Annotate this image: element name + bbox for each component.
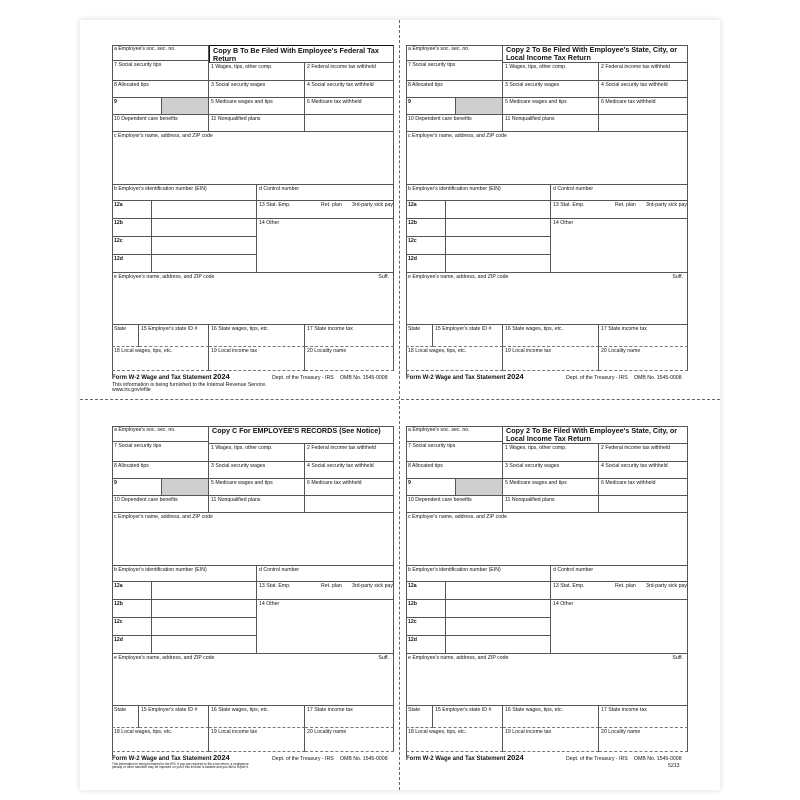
- box-12b-amount[interactable]: [446, 600, 551, 618]
- sick-pay-label: 3rd-party sick pay: [646, 202, 687, 208]
- box-a-ssn[interactable]: a Employee's soc. sec. no.: [112, 426, 209, 442]
- box-12c-amount[interactable]: [446, 237, 551, 255]
- box-c-employer-name[interactable]: c Employer's name, address, and ZIP code: [406, 132, 688, 185]
- box-d-control-number[interactable]: d Control number: [551, 185, 688, 201]
- box-18-local-wages[interactable]: 18 Local wages, tips, etc.: [406, 347, 503, 371]
- omb-number: OMB No. 1545-0008: [634, 756, 682, 762]
- tax-year: 2024: [213, 753, 230, 762]
- box-b-ein[interactable]: b Employer's identification number (EIN): [406, 185, 551, 201]
- horizontal-perforation: [80, 399, 720, 400]
- box-12b-amount[interactable]: [152, 600, 257, 618]
- box-state[interactable]: State: [406, 706, 433, 728]
- box-20-locality[interactable]: 20 Locality name: [305, 728, 394, 752]
- box-1-wages[interactable]: 1 Wages, tips, other comp.: [209, 444, 305, 462]
- box-e-employee-name[interactable]: e Employee's name, address, and ZIP code Suff.: [406, 654, 688, 706]
- box-7-ss-tips[interactable]: 7 Social security tips: [112, 61, 209, 81]
- sick-pay-label: 3rd-party sick pay: [352, 202, 393, 208]
- box-14-other[interactable]: 14 Other: [257, 219, 394, 273]
- box-12c-code[interactable]: 12c: [406, 237, 446, 255]
- tax-year: 2024: [507, 372, 524, 381]
- box-12a-code[interactable]: 12a: [406, 582, 446, 600]
- form-footer: [406, 374, 524, 381]
- box-2-fed-tax[interactable]: 2 Federal income tax withheld: [305, 63, 394, 81]
- box-19-local-tax[interactable]: 19 Local income tax: [209, 347, 305, 371]
- box-12d-code[interactable]: 12d: [112, 255, 152, 273]
- box-11-nonqualified[interactable]: 11 Nonqualified plans: [503, 496, 599, 513]
- box-16-state-wages[interactable]: 16 State wages, tips, etc.: [503, 325, 599, 347]
- box-b-ein[interactable]: b Employer's identification number (EIN): [112, 185, 257, 201]
- box-12d-amount[interactable]: [152, 636, 257, 654]
- form-code: 5213: [668, 763, 680, 769]
- box-14-other[interactable]: 14 Other: [551, 219, 688, 273]
- box-a-ssn[interactable]: a Employee's soc. sec. no.: [112, 45, 209, 61]
- box-2-fed-tax[interactable]: 2 Federal income tax withheld: [599, 444, 688, 462]
- box-e-employee-name[interactable]: e Employee's name, address, and ZIP code Suff.: [406, 273, 688, 325]
- box-16-state-wages[interactable]: 16 State wages, tips, etc.: [503, 706, 599, 728]
- copy-title: Copy B To Be Filed With Employee's Federal Tax Return: [209, 45, 394, 63]
- box-1-wages[interactable]: 1 Wages, tips, other comp.: [503, 63, 599, 81]
- footer-note-1: This information is being furnished to the IRS. If you are required to file a tax return, a negligence: [112, 762, 249, 766]
- box-e-employee-name[interactable]: e Employee's name, address, and ZIP code Suff.: [112, 654, 394, 706]
- box-13-checkboxes[interactable]: [551, 201, 688, 219]
- footer-note-2: www.irs.gov/efile: [112, 387, 151, 393]
- box-12c-code[interactable]: 12c: [112, 618, 152, 636]
- box-17-state-tax[interactable]: 17 State income tax: [305, 706, 394, 728]
- box-6-medicare-tax[interactable]: 6 Medicare tax withheld: [305, 479, 394, 496]
- box-7-ss-tips[interactable]: 7 Social security tips: [112, 442, 209, 462]
- box-blank: [599, 115, 688, 132]
- dept-treasury: Dept. of the Treasury - IRS: [566, 756, 628, 762]
- box-a-ssn[interactable]: a Employee's soc. sec. no.: [406, 426, 503, 442]
- box-20-locality[interactable]: 20 Locality name: [599, 347, 688, 371]
- box-3-ss-wages[interactable]: 3 Social security wages: [503, 81, 599, 98]
- box-13-checkboxes[interactable]: [551, 582, 688, 600]
- form-footer: [112, 755, 230, 762]
- box-16-state-wages[interactable]: 16 State wages, tips, etc.: [209, 706, 305, 728]
- copy-title: Copy 2 To Be Filed With Employee's State, City, or Local Income Tax Return: [503, 426, 688, 444]
- suffix-label: Suff.: [378, 655, 389, 661]
- box-12c-amount[interactable]: [446, 618, 551, 636]
- box-a-ssn[interactable]: a Employee's soc. sec. no.: [406, 45, 503, 61]
- box-17-state-tax[interactable]: 17 State income tax: [599, 325, 688, 347]
- suffix-label: Suff.: [672, 274, 683, 280]
- box-11-nonqualified[interactable]: 11 Nonqualified plans: [503, 115, 599, 132]
- form-name: Form W-2 Wage and Tax Statement: [406, 756, 506, 762]
- box-17-state-tax[interactable]: 17 State income tax: [599, 706, 688, 728]
- box-state[interactable]: State: [112, 325, 139, 347]
- box-5-medicare-wages[interactable]: 5 Medicare wages and tips: [209, 98, 305, 115]
- box-13-checkboxes[interactable]: [257, 201, 394, 219]
- box-blank: [305, 496, 394, 513]
- box-12a-amount[interactable]: [152, 582, 257, 600]
- box-9-label: 9: [112, 98, 162, 115]
- box-4-ss-tax[interactable]: 4 Social security tax withheld: [305, 81, 394, 98]
- box-12d-code[interactable]: 12d: [112, 636, 152, 654]
- box-12c-code[interactable]: 12c: [112, 237, 152, 255]
- box-12b-amount[interactable]: [152, 219, 257, 237]
- dept-treasury: Dept. of the Treasury - IRS: [566, 375, 628, 381]
- box-12a-code[interactable]: 12a: [112, 582, 152, 600]
- suffix-label: Suff.: [672, 655, 683, 661]
- box-16-state-wages[interactable]: 16 State wages, tips, etc.: [209, 325, 305, 347]
- box-20-locality[interactable]: 20 Locality name: [599, 728, 688, 752]
- stat-emp-label: 13 Stat. Emp.: [553, 583, 585, 589]
- box-10-dependent-care[interactable]: 10 Dependent care benefits: [406, 115, 503, 132]
- box-9-shaded: [456, 98, 503, 115]
- box-12d-code[interactable]: 12d: [406, 255, 446, 273]
- box-10-dependent-care[interactable]: 10 Dependent care benefits: [406, 496, 503, 513]
- box-12b-code[interactable]: 12b: [406, 600, 446, 618]
- box-12a-amount[interactable]: [446, 201, 551, 219]
- box-12c-amount[interactable]: [152, 237, 257, 255]
- box-2-fed-tax[interactable]: 2 Federal income tax withheld: [599, 63, 688, 81]
- box-12a-code[interactable]: 12a: [112, 201, 152, 219]
- stat-emp-label: 13 Stat. Emp.: [553, 202, 585, 208]
- tax-year: 2024: [213, 372, 230, 381]
- form-footer: [406, 755, 524, 762]
- box-state[interactable]: State: [112, 706, 139, 728]
- box-4-ss-tax[interactable]: 4 Social security tax withheld: [599, 81, 688, 98]
- box-12c-code[interactable]: 12c: [406, 618, 446, 636]
- box-6-medicare-tax[interactable]: 6 Medicare tax withheld: [599, 98, 688, 115]
- box-12c-amount[interactable]: [152, 618, 257, 636]
- box-d-control-number[interactable]: d Control number: [257, 185, 394, 201]
- suffix-label: Suff.: [378, 274, 389, 280]
- box-9-shaded: [162, 479, 209, 496]
- box-7-ss-tips[interactable]: 7 Social security tips: [406, 61, 503, 81]
- dept-treasury: Dept. of the Treasury - IRS: [272, 756, 334, 762]
- ret-plan-label: Ret. plan: [321, 583, 342, 589]
- box-8-allocated-tips[interactable]: 8 Allocated tips: [112, 462, 209, 479]
- ret-plan-label: Ret. plan: [615, 583, 636, 589]
- omb-number: OMB No. 1545-0008: [340, 756, 388, 762]
- box-19-local-tax[interactable]: 19 Local income tax: [503, 347, 599, 371]
- dept-treasury: Dept. of the Treasury - IRS: [272, 375, 334, 381]
- box-3-ss-wages[interactable]: 3 Social security wages: [209, 462, 305, 479]
- box-8-allocated-tips[interactable]: 8 Allocated tips: [406, 81, 503, 98]
- footer-note-1: This information is being furnished to the Internal Revenue Service.: [112, 382, 267, 388]
- box-17-state-tax[interactable]: 17 State income tax: [305, 325, 394, 347]
- box-14-other[interactable]: 14 Other: [257, 600, 394, 654]
- box-12d-code[interactable]: 12d: [406, 636, 446, 654]
- box-9-label: 9: [406, 479, 456, 496]
- box-9-shaded: [456, 479, 503, 496]
- box-12d-amount[interactable]: [152, 255, 257, 273]
- box-e-employee-name[interactable]: e Employee's name, address, and ZIP code Suff.: [112, 273, 394, 325]
- box-5-medicare-wages[interactable]: 5 Medicare wages and tips: [209, 479, 305, 496]
- omb-number: OMB No. 1545-0008: [634, 375, 682, 381]
- box-18-local-wages[interactable]: 18 Local wages, tips, etc.: [112, 347, 209, 371]
- box-9-label: 9: [406, 98, 456, 115]
- form-name: Form W-2 Wage and Tax Statement: [406, 375, 506, 381]
- box-18-local-wages[interactable]: 18 Local wages, tips, etc.: [112, 728, 209, 752]
- box-18-local-wages[interactable]: 18 Local wages, tips, etc.: [406, 728, 503, 752]
- box-20-locality[interactable]: 20 Locality name: [305, 347, 394, 371]
- box-19-local-tax[interactable]: 19 Local income tax: [503, 728, 599, 752]
- tax-year: 2024: [507, 753, 524, 762]
- form-name: Form W-2 Wage and Tax Statement: [112, 375, 212, 381]
- omb-number: OMB No. 1545-0008: [340, 375, 388, 381]
- box-c-employer-name[interactable]: c Employer's name, address, and ZIP code: [406, 513, 688, 566]
- footer-note-2: penalty or other sanction may be imposed on you if this income is taxable and you fail to report it.: [112, 765, 249, 769]
- sick-pay-label: 3rd-party sick pay: [352, 583, 393, 589]
- box-6-medicare-tax[interactable]: 6 Medicare tax withheld: [305, 98, 394, 115]
- box-5-medicare-wages[interactable]: 5 Medicare wages and tips: [503, 98, 599, 115]
- copy-title: Copy 2 To Be Filed With Employee's State, City, or Local Income Tax Return: [503, 45, 688, 63]
- ret-plan-label: Ret. plan: [321, 202, 342, 208]
- box-12b-code[interactable]: 12b: [112, 600, 152, 618]
- box-3-ss-wages[interactable]: 3 Social security wages: [209, 81, 305, 98]
- box-d-control-number[interactable]: d Control number: [551, 566, 688, 582]
- copy-title: Copy C For EMPLOYEE'S RECORDS (See Notice): [209, 426, 394, 444]
- box-9-label: 9: [112, 479, 162, 496]
- box-b-ein[interactable]: b Employer's identification number (EIN): [112, 566, 257, 582]
- stat-emp-label: 13 Stat. Emp.: [259, 583, 291, 589]
- box-4-ss-tax[interactable]: 4 Social security tax withheld: [599, 462, 688, 479]
- box-15-state-id[interactable]: 15 Employer's state ID #: [139, 706, 209, 728]
- box-blank: [599, 496, 688, 513]
- box-4-ss-tax[interactable]: 4 Social security tax withheld: [305, 462, 394, 479]
- box-d-control-number[interactable]: d Control number: [257, 566, 394, 582]
- box-c-employer-name[interactable]: c Employer's name, address, and ZIP code: [112, 513, 394, 566]
- box-state[interactable]: State: [406, 325, 433, 347]
- box-11-nonqualified[interactable]: 11 Nonqualified plans: [209, 115, 305, 132]
- box-b-ein[interactable]: b Employer's identification number (EIN): [406, 566, 551, 582]
- box-2-fed-tax[interactable]: 2 Federal income tax withheld: [305, 444, 394, 462]
- stat-emp-label: 13 Stat. Emp.: [259, 202, 291, 208]
- box-14-other[interactable]: 14 Other: [551, 600, 688, 654]
- box-5-medicare-wages[interactable]: 5 Medicare wages and tips: [503, 479, 599, 496]
- box-12b-code[interactable]: 12b: [406, 219, 446, 237]
- box-1-wages[interactable]: 1 Wages, tips, other comp.: [209, 63, 305, 81]
- form-name: Form W-2 Wage and Tax Statement: [112, 756, 212, 762]
- vertical-perforation: [399, 20, 400, 790]
- box-8-allocated-tips[interactable]: 8 Allocated tips: [112, 81, 209, 98]
- box-6-medicare-tax[interactable]: 6 Medicare tax withheld: [599, 479, 688, 496]
- box-10-dependent-care[interactable]: 10 Dependent care benefits: [112, 115, 209, 132]
- box-12a-code[interactable]: 12a: [406, 201, 446, 219]
- box-12d-amount[interactable]: [446, 255, 551, 273]
- box-7-ss-tips[interactable]: 7 Social security tips: [406, 442, 503, 462]
- sick-pay-label: 3rd-party sick pay: [646, 583, 687, 589]
- box-12a-amount[interactable]: [446, 582, 551, 600]
- form-footer: [112, 374, 230, 381]
- box-11-nonqualified[interactable]: 11 Nonqualified plans: [209, 496, 305, 513]
- box-c-employer-name[interactable]: c Employer's name, address, and ZIP code: [112, 132, 394, 185]
- box-15-state-id[interactable]: 15 Employer's state ID #: [433, 325, 503, 347]
- box-15-state-id[interactable]: 15 Employer's state ID #: [139, 325, 209, 347]
- box-19-local-tax[interactable]: 19 Local income tax: [209, 728, 305, 752]
- box-12b-amount[interactable]: [446, 219, 551, 237]
- ret-plan-label: Ret. plan: [615, 202, 636, 208]
- box-12b-code[interactable]: 12b: [112, 219, 152, 237]
- box-12d-amount[interactable]: [446, 636, 551, 654]
- box-1-wages[interactable]: 1 Wages, tips, other comp.: [503, 444, 599, 462]
- box-15-state-id[interactable]: 15 Employer's state ID #: [433, 706, 503, 728]
- box-3-ss-wages[interactable]: 3 Social security wages: [503, 462, 599, 479]
- box-8-allocated-tips[interactable]: 8 Allocated tips: [406, 462, 503, 479]
- box-12a-amount[interactable]: [152, 201, 257, 219]
- box-9-shaded: [162, 98, 209, 115]
- box-10-dependent-care[interactable]: 10 Dependent care benefits: [112, 496, 209, 513]
- box-blank: [305, 115, 394, 132]
- box-13-checkboxes[interactable]: [257, 582, 394, 600]
